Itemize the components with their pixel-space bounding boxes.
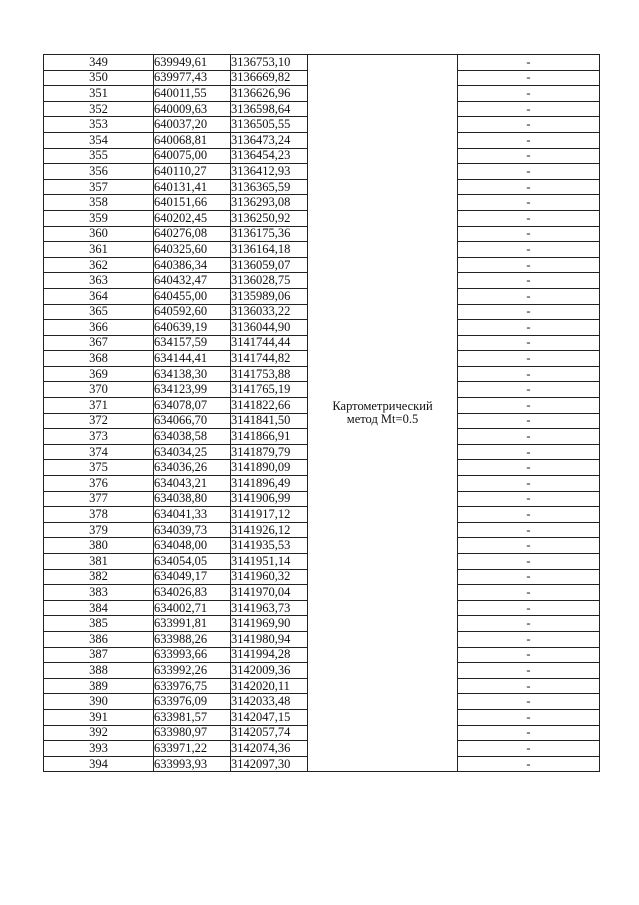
description-cell: - <box>458 678 600 694</box>
description-cell: - <box>458 476 600 492</box>
y-coordinate-cell: 3142074,36 <box>231 741 308 757</box>
method-name: Картометрический <box>332 399 433 414</box>
y-coordinate-cell: 3141765,19 <box>231 382 308 398</box>
x-coordinate-cell: 640202,45 <box>154 210 231 226</box>
x-coordinate-cell: 633971,22 <box>154 741 231 757</box>
point-number-cell: 363 <box>44 273 154 289</box>
x-coordinate-cell: 640276,08 <box>154 226 231 242</box>
x-coordinate-cell: 634157,59 <box>154 335 231 351</box>
description-cell: - <box>458 429 600 445</box>
y-coordinate-cell: 3141951,14 <box>231 554 308 570</box>
y-coordinate-cell: 3136028,75 <box>231 273 308 289</box>
x-coordinate-cell: 640325,60 <box>154 242 231 258</box>
description-cell: - <box>458 585 600 601</box>
point-number-cell: 371 <box>44 398 154 414</box>
description-cell: - <box>458 148 600 164</box>
point-number-cell: 388 <box>44 663 154 679</box>
x-coordinate-cell: 634026,83 <box>154 585 231 601</box>
description-cell: - <box>458 616 600 632</box>
point-number-cell: 394 <box>44 756 154 772</box>
description-cell: - <box>458 507 600 523</box>
y-coordinate-cell: 3141935,53 <box>231 538 308 554</box>
point-number-cell: 383 <box>44 585 154 601</box>
y-coordinate-cell: 3136033,22 <box>231 304 308 320</box>
y-coordinate-cell: 3142009,36 <box>231 663 308 679</box>
x-coordinate-cell: 634039,73 <box>154 522 231 538</box>
x-coordinate-cell: 640110,27 <box>154 164 231 180</box>
x-coordinate-cell: 633976,09 <box>154 694 231 710</box>
point-number-cell: 374 <box>44 444 154 460</box>
y-coordinate-cell: 3136753,10 <box>231 55 308 71</box>
point-number-cell: 364 <box>44 288 154 304</box>
x-coordinate-cell: 640455,00 <box>154 288 231 304</box>
y-coordinate-cell: 3141890,09 <box>231 460 308 476</box>
point-number-cell: 365 <box>44 304 154 320</box>
description-cell: - <box>458 195 600 211</box>
point-number-cell: 355 <box>44 148 154 164</box>
y-coordinate-cell: 3141896,49 <box>231 476 308 492</box>
coordinates-table-body <box>44 55 600 772</box>
point-number-cell: 373 <box>44 429 154 445</box>
description-cell: - <box>458 335 600 351</box>
point-number-cell: 381 <box>44 554 154 570</box>
description-cell: - <box>458 179 600 195</box>
description-cell: - <box>458 413 600 429</box>
point-number-cell: 386 <box>44 631 154 647</box>
x-coordinate-cell: 640011,55 <box>154 86 231 102</box>
x-coordinate-cell: 634123,99 <box>154 382 231 398</box>
measurement-method-cell <box>308 55 458 772</box>
description-cell: - <box>458 164 600 180</box>
y-coordinate-cell: 3141980,94 <box>231 631 308 647</box>
x-coordinate-cell: 634034,25 <box>154 444 231 460</box>
y-coordinate-cell: 3142020,11 <box>231 678 308 694</box>
x-coordinate-cell: 633992,26 <box>154 663 231 679</box>
description-cell: - <box>458 101 600 117</box>
description-cell: - <box>458 460 600 476</box>
description-cell: - <box>458 304 600 320</box>
description-cell: - <box>458 366 600 382</box>
y-coordinate-cell: 3141970,04 <box>231 585 308 601</box>
point-number-cell: 391 <box>44 709 154 725</box>
point-number-cell: 393 <box>44 741 154 757</box>
y-coordinate-cell: 3136293,08 <box>231 195 308 211</box>
x-coordinate-cell: 634049,17 <box>154 569 231 585</box>
point-number-cell: 377 <box>44 491 154 507</box>
point-number-cell: 359 <box>44 210 154 226</box>
x-coordinate-cell: 634144,41 <box>154 351 231 367</box>
x-coordinate-cell: 639949,61 <box>154 55 231 71</box>
description-cell: - <box>458 242 600 258</box>
x-coordinate-cell: 640639,19 <box>154 320 231 336</box>
y-coordinate-cell: 3136473,24 <box>231 132 308 148</box>
method-accuracy: метод Mt=0.5 <box>346 412 419 427</box>
x-coordinate-cell: 634078,07 <box>154 398 231 414</box>
y-coordinate-cell: 3136669,82 <box>231 70 308 86</box>
y-coordinate-cell: 3142033,48 <box>231 694 308 710</box>
description-cell: - <box>458 226 600 242</box>
y-coordinate-cell: 3141841,50 <box>231 413 308 429</box>
y-coordinate-cell: 3141744,82 <box>231 351 308 367</box>
y-coordinate-cell: 3141994,28 <box>231 647 308 663</box>
y-coordinate-cell: 3141917,12 <box>231 507 308 523</box>
description-cell: - <box>458 741 600 757</box>
x-coordinate-cell: 634054,05 <box>154 554 231 570</box>
x-coordinate-cell: 640037,20 <box>154 117 231 133</box>
y-coordinate-cell: 3136365,59 <box>231 179 308 195</box>
y-coordinate-cell: 3136598,64 <box>231 101 308 117</box>
y-coordinate-cell: 3136454,23 <box>231 148 308 164</box>
coordinates-table <box>43 54 600 772</box>
x-coordinate-cell: 640009,63 <box>154 101 231 117</box>
y-coordinate-cell: 3141744,44 <box>231 335 308 351</box>
x-coordinate-cell: 633980,97 <box>154 725 231 741</box>
description-cell: - <box>458 273 600 289</box>
point-number-cell: 349 <box>44 55 154 71</box>
y-coordinate-cell: 3136175,36 <box>231 226 308 242</box>
point-number-cell: 352 <box>44 101 154 117</box>
y-coordinate-cell: 3136044,90 <box>231 320 308 336</box>
description-cell: - <box>458 709 600 725</box>
y-coordinate-cell: 3135989,06 <box>231 288 308 304</box>
point-number-cell: 375 <box>44 460 154 476</box>
y-coordinate-cell: 3136412,93 <box>231 164 308 180</box>
description-cell: - <box>458 288 600 304</box>
point-number-cell: 387 <box>44 647 154 663</box>
description-cell: - <box>458 320 600 336</box>
description-cell: - <box>458 444 600 460</box>
point-number-cell: 380 <box>44 538 154 554</box>
table-row <box>44 55 600 71</box>
description-cell: - <box>458 398 600 414</box>
x-coordinate-cell: 634138,30 <box>154 366 231 382</box>
description-cell: - <box>458 756 600 772</box>
point-number-cell: 385 <box>44 616 154 632</box>
x-coordinate-cell: 634041,33 <box>154 507 231 523</box>
x-coordinate-cell: 633993,66 <box>154 647 231 663</box>
description-cell: - <box>458 257 600 273</box>
x-coordinate-cell: 634048,00 <box>154 538 231 554</box>
x-coordinate-cell: 634038,58 <box>154 429 231 445</box>
x-coordinate-cell: 634066,70 <box>154 413 231 429</box>
point-number-cell: 361 <box>44 242 154 258</box>
point-number-cell: 384 <box>44 600 154 616</box>
point-number-cell: 357 <box>44 179 154 195</box>
description-cell: - <box>458 600 600 616</box>
point-number-cell: 378 <box>44 507 154 523</box>
x-coordinate-cell: 639977,43 <box>154 70 231 86</box>
point-number-cell: 372 <box>44 413 154 429</box>
x-coordinate-cell: 633993,93 <box>154 756 231 772</box>
description-cell: - <box>458 569 600 585</box>
y-coordinate-cell: 3141960,32 <box>231 569 308 585</box>
x-coordinate-cell: 640432,47 <box>154 273 231 289</box>
point-number-cell: 376 <box>44 476 154 492</box>
description-cell: - <box>458 663 600 679</box>
y-coordinate-cell: 3141906,99 <box>231 491 308 507</box>
description-cell: - <box>458 725 600 741</box>
y-coordinate-cell: 3136250,92 <box>231 210 308 226</box>
description-cell: - <box>458 382 600 398</box>
x-coordinate-cell: 640131,41 <box>154 179 231 195</box>
y-coordinate-cell: 3141866,91 <box>231 429 308 445</box>
point-number-cell: 382 <box>44 569 154 585</box>
description-cell: - <box>458 210 600 226</box>
description-cell: - <box>458 694 600 710</box>
x-coordinate-cell: 634043,21 <box>154 476 231 492</box>
x-coordinate-cell: 633981,57 <box>154 709 231 725</box>
description-cell: - <box>458 554 600 570</box>
description-cell: - <box>458 86 600 102</box>
point-number-cell: 368 <box>44 351 154 367</box>
point-number-cell: 370 <box>44 382 154 398</box>
point-number-cell: 389 <box>44 678 154 694</box>
point-number-cell: 360 <box>44 226 154 242</box>
x-coordinate-cell: 633991,81 <box>154 616 231 632</box>
x-coordinate-cell: 640151,66 <box>154 195 231 211</box>
y-coordinate-cell: 3141926,12 <box>231 522 308 538</box>
y-coordinate-cell: 3136164,18 <box>231 242 308 258</box>
point-number-cell: 392 <box>44 725 154 741</box>
point-number-cell: 350 <box>44 70 154 86</box>
point-number-cell: 367 <box>44 335 154 351</box>
point-number-cell: 369 <box>44 366 154 382</box>
description-cell: - <box>458 647 600 663</box>
point-number-cell: 366 <box>44 320 154 336</box>
description-cell: - <box>458 70 600 86</box>
y-coordinate-cell: 3136626,96 <box>231 86 308 102</box>
x-coordinate-cell: 640075,00 <box>154 148 231 164</box>
y-coordinate-cell: 3141753,88 <box>231 366 308 382</box>
x-coordinate-cell: 640592,60 <box>154 304 231 320</box>
point-number-cell: 358 <box>44 195 154 211</box>
y-coordinate-cell: 3141963,73 <box>231 600 308 616</box>
x-coordinate-cell: 640386,34 <box>154 257 231 273</box>
point-number-cell: 362 <box>44 257 154 273</box>
y-coordinate-cell: 3141969,90 <box>231 616 308 632</box>
description-cell: - <box>458 55 600 71</box>
y-coordinate-cell: 3142097,30 <box>231 756 308 772</box>
description-cell: - <box>458 538 600 554</box>
x-coordinate-cell: 633976,75 <box>154 678 231 694</box>
y-coordinate-cell: 3141822,66 <box>231 398 308 414</box>
description-cell: - <box>458 522 600 538</box>
point-number-cell: 351 <box>44 86 154 102</box>
y-coordinate-cell: 3141879,79 <box>231 444 308 460</box>
point-number-cell: 356 <box>44 164 154 180</box>
y-coordinate-cell: 3142047,15 <box>231 709 308 725</box>
x-coordinate-cell: 634002,71 <box>154 600 231 616</box>
point-number-cell: 379 <box>44 522 154 538</box>
point-number-cell: 390 <box>44 694 154 710</box>
y-coordinate-cell: 3136505,55 <box>231 117 308 133</box>
x-coordinate-cell: 634036,26 <box>154 460 231 476</box>
x-coordinate-cell: 634038,80 <box>154 491 231 507</box>
y-coordinate-cell: 3142057,74 <box>231 725 308 741</box>
x-coordinate-cell: 640068,81 <box>154 132 231 148</box>
description-cell: - <box>458 132 600 148</box>
description-cell: - <box>458 631 600 647</box>
x-coordinate-cell: 633988,26 <box>154 631 231 647</box>
description-cell: - <box>458 351 600 367</box>
description-cell: - <box>458 491 600 507</box>
point-number-cell: 354 <box>44 132 154 148</box>
description-cell: - <box>458 117 600 133</box>
y-coordinate-cell: 3136059,07 <box>231 257 308 273</box>
point-number-cell: 353 <box>44 117 154 133</box>
